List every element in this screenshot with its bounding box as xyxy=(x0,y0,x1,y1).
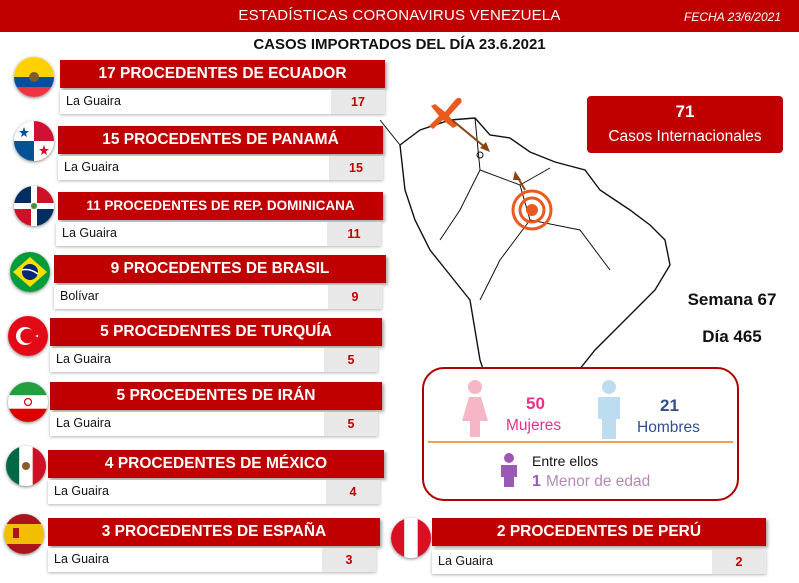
case-count: 9 xyxy=(328,285,382,309)
header-bar xyxy=(0,0,799,32)
state-label: La Guaira xyxy=(54,484,109,498)
country-detail-row xyxy=(432,550,766,574)
panama-flag-icon xyxy=(14,121,54,161)
arrival-target-icon xyxy=(505,168,555,233)
country-detail-row xyxy=(48,480,380,504)
country-heading: 3 PROCEDENTES DE ESPAÑA xyxy=(48,518,380,546)
country-heading: 4 PROCEDENTES DE MÉXICO xyxy=(48,450,384,478)
page-title: ESTADÍSTICAS CORONAVIRUS VENEZUELA xyxy=(238,7,561,24)
brazil-flag-icon xyxy=(10,252,50,292)
country-heading: 9 PROCEDENTES DE BRASIL xyxy=(54,255,386,283)
country-detail-row xyxy=(50,348,378,372)
country-detail-row xyxy=(50,412,378,436)
state-label: La Guaira xyxy=(64,160,119,174)
international-cases-box xyxy=(587,96,783,153)
minors-intro: Entre ellos xyxy=(532,453,599,469)
country-heading: 2 PROCEDENTES DE PERÚ xyxy=(432,518,766,546)
case-count: 5 xyxy=(324,412,378,436)
women-label: Mujeres xyxy=(506,417,562,434)
case-count: 5 xyxy=(324,348,378,372)
ecuador-flag-icon xyxy=(14,57,54,97)
page-subtitle: CASOS IMPORTADOS DEL DÍA 23.6.2021 xyxy=(253,36,546,53)
state-label: La Guaira xyxy=(56,352,111,366)
state-label: La Guaira xyxy=(54,552,109,566)
country-heading: 17 PROCEDENTES DE ECUADOR xyxy=(60,60,385,88)
iran-flag-icon xyxy=(8,382,48,422)
country-heading: 5 PROCEDENTES DE IRÁN xyxy=(50,382,382,410)
women-count: 50 xyxy=(526,394,545,413)
divider xyxy=(428,441,733,443)
country-detail-row xyxy=(60,90,385,114)
country-heading: 15 PROCEDENTES DE PANAMÁ xyxy=(58,126,383,154)
international-cases-label: Casos Internacionales xyxy=(608,128,762,145)
country-detail-row xyxy=(58,156,383,180)
case-count: 4 xyxy=(326,480,380,504)
country-detail-row xyxy=(54,285,382,309)
week-day-box xyxy=(672,282,792,354)
case-count: 15 xyxy=(329,156,383,180)
report-date: FECHA 23/6/2021 xyxy=(684,10,781,24)
gender-breakdown-box xyxy=(422,367,739,501)
country-detail-row xyxy=(48,548,376,572)
week-label: Semana 67 xyxy=(687,290,777,309)
state-label: La Guaira xyxy=(438,554,493,568)
mexico-flag-icon xyxy=(6,446,46,486)
child-icon xyxy=(498,453,520,487)
international-cases-count: 71 xyxy=(675,102,695,121)
state-label: Bolívar xyxy=(60,289,99,303)
woman-icon xyxy=(460,379,490,439)
state-label: La Guaira xyxy=(62,226,117,240)
peru-flag-icon xyxy=(391,518,431,558)
state-label: La Guaira xyxy=(56,416,111,430)
minors-label: Menor de edad xyxy=(546,473,651,490)
country-heading: 5 PROCEDENTES DE TURQUÍA xyxy=(50,318,382,346)
turkey-flag-icon xyxy=(8,316,48,356)
case-count: 11 xyxy=(327,222,381,246)
country-detail-row xyxy=(56,222,381,246)
route-arrow-icon xyxy=(450,118,495,158)
minors-count: 1 xyxy=(532,473,541,490)
case-count: 17 xyxy=(331,90,385,114)
men-label: Hombres xyxy=(637,419,700,436)
man-icon xyxy=(594,379,624,441)
case-count: 2 xyxy=(712,550,766,574)
dominican-republic-flag-icon xyxy=(14,186,54,226)
day-label: Día 465 xyxy=(702,327,762,346)
country-heading: 11 PROCEDENTES DE REP. DOMINICANA xyxy=(58,192,383,220)
state-label: La Guaira xyxy=(66,94,121,108)
spain-flag-icon xyxy=(4,514,44,554)
men-count: 21 xyxy=(660,396,679,415)
case-count: 3 xyxy=(322,548,376,572)
